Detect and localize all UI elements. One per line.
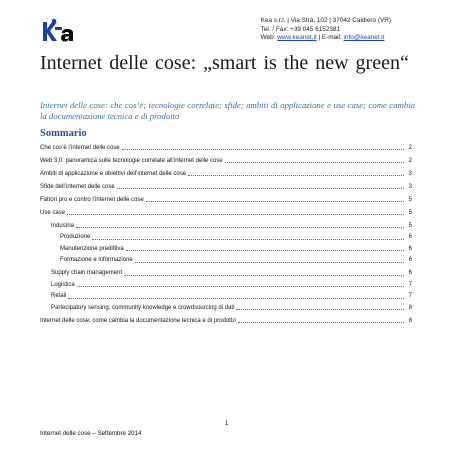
toc-leader-dots (77, 286, 404, 287)
document-subtitle: Internet delle cose: che cos’è; tecnologie correlate; sfide; ambiti di applicazione e use case; come cambia la documentazione tecnica e di prodotto (40, 100, 415, 121)
toc-entry-page: 5 (408, 222, 412, 229)
toc-heading: Sommario (40, 128, 87, 139)
toc-entry-label: Produzione (60, 234, 91, 240)
toc-leader-dots (76, 227, 404, 228)
company-contacts (261, 34, 391, 43)
toc-entry[interactable] (40, 221, 412, 233)
toc-entry[interactable] (40, 182, 412, 194)
toc-entry-page: 2 (408, 144, 412, 151)
toc-entry-page: 7 (408, 281, 412, 288)
toc-entry-label: Logistica (51, 281, 75, 288)
table-of-contents (40, 141, 412, 327)
toc-entry[interactable] (40, 143, 412, 155)
toc-entry-label: Supply chain management (51, 270, 123, 276)
page-footer: Internet delle cose – Settembre 2014 (40, 430, 142, 437)
toc-entry-page: 8 (408, 304, 412, 311)
document-title: Internet delle cose: „smart is the new green“ (40, 52, 409, 74)
toc-entry-label: Ambiti di applicazione e obiettivi dell’internet delle cose (40, 170, 187, 177)
toc-leader-dots (68, 298, 404, 299)
toc-leader-dots (122, 149, 404, 150)
toc-leader-dots (135, 262, 404, 263)
email-link[interactable]: info@keanet.it (343, 34, 385, 42)
toc-entry-label: Fattori pro e contro l’internet delle cose (40, 196, 144, 203)
toc-entry-label: Industria (51, 222, 75, 229)
toc-leader-dots (124, 275, 404, 276)
toc-leader-dots (236, 309, 404, 310)
toc-entry[interactable] (40, 232, 412, 244)
toc-entry-label: Web 3.0: panoramica sulle tecnologie correlate all’internet delle cose (40, 157, 223, 164)
toc-leader-dots (238, 322, 404, 323)
toc-entry-label: Retail (51, 293, 67, 299)
toc-entry[interactable] (40, 195, 412, 207)
page-number: 1 (225, 421, 229, 427)
toc-entry[interactable] (40, 244, 412, 256)
toc-leader-dots (67, 214, 404, 215)
toc-entry[interactable] (40, 156, 412, 168)
toc-entry-label: Sfide dell’internet delle cose (40, 183, 115, 190)
toc-entry-page: 3 (408, 170, 412, 177)
kea-logo (40, 18, 100, 44)
toc-entry-page: 5 (408, 209, 412, 216)
toc-entry-page: 5 (408, 196, 412, 203)
toc-entry-page: 6 (408, 270, 412, 276)
company-info (261, 17, 391, 43)
toc-entry[interactable] (40, 255, 412, 267)
logo-icon (43, 19, 73, 42)
company-phone: Tel. / Fax: +39 045 6152381 (260, 25, 341, 33)
toc-entry-page: 6 (408, 257, 412, 263)
website-link[interactable]: www.keanet.it (277, 34, 317, 42)
toc-entry-label: Che cos’è l’internet delle cose (40, 144, 120, 151)
toc-entry-page: 2 (408, 157, 412, 164)
toc-entry[interactable] (40, 316, 412, 328)
toc-leader-dots (126, 250, 404, 251)
toc-leader-dots (92, 239, 404, 240)
company-address: Kea s.r.l. | Via Strà, 102 | 37042 Caldiero (VR) (260, 17, 391, 24)
toc-entry[interactable] (40, 169, 412, 181)
toc-leader-dots (225, 162, 404, 163)
toc-entry[interactable] (40, 291, 412, 303)
toc-leader-dots (146, 201, 404, 202)
web-label: Web: (260, 34, 276, 42)
toc-leader-dots (117, 188, 404, 189)
toc-entry[interactable] (40, 208, 412, 220)
toc-leader-dots (188, 175, 404, 176)
toc-entry-label: Internet delle cose: come cambia la documentazione tecnica e di prodotto (40, 317, 236, 324)
toc-entry-label: Formazione e informazione (60, 257, 133, 263)
toc-entry[interactable] (40, 280, 412, 292)
toc-entry-page: 6 (408, 234, 412, 240)
toc-entry-page: 8 (408, 317, 412, 324)
toc-entry-page: 6 (408, 245, 412, 252)
toc-entry-page: 3 (408, 183, 412, 190)
toc-entry-page: 7 (408, 293, 412, 299)
email-label: | E-mail: (318, 34, 342, 42)
toc-entry-label: Use case (40, 209, 66, 216)
toc-entry[interactable] (40, 268, 412, 280)
toc-entry-label: Partecipatory sensing, community knowledge e crowdsourcing di dati (51, 304, 235, 311)
toc-entry-label: Manutenzione predittiva (60, 245, 124, 252)
toc-entry[interactable] (40, 303, 412, 315)
